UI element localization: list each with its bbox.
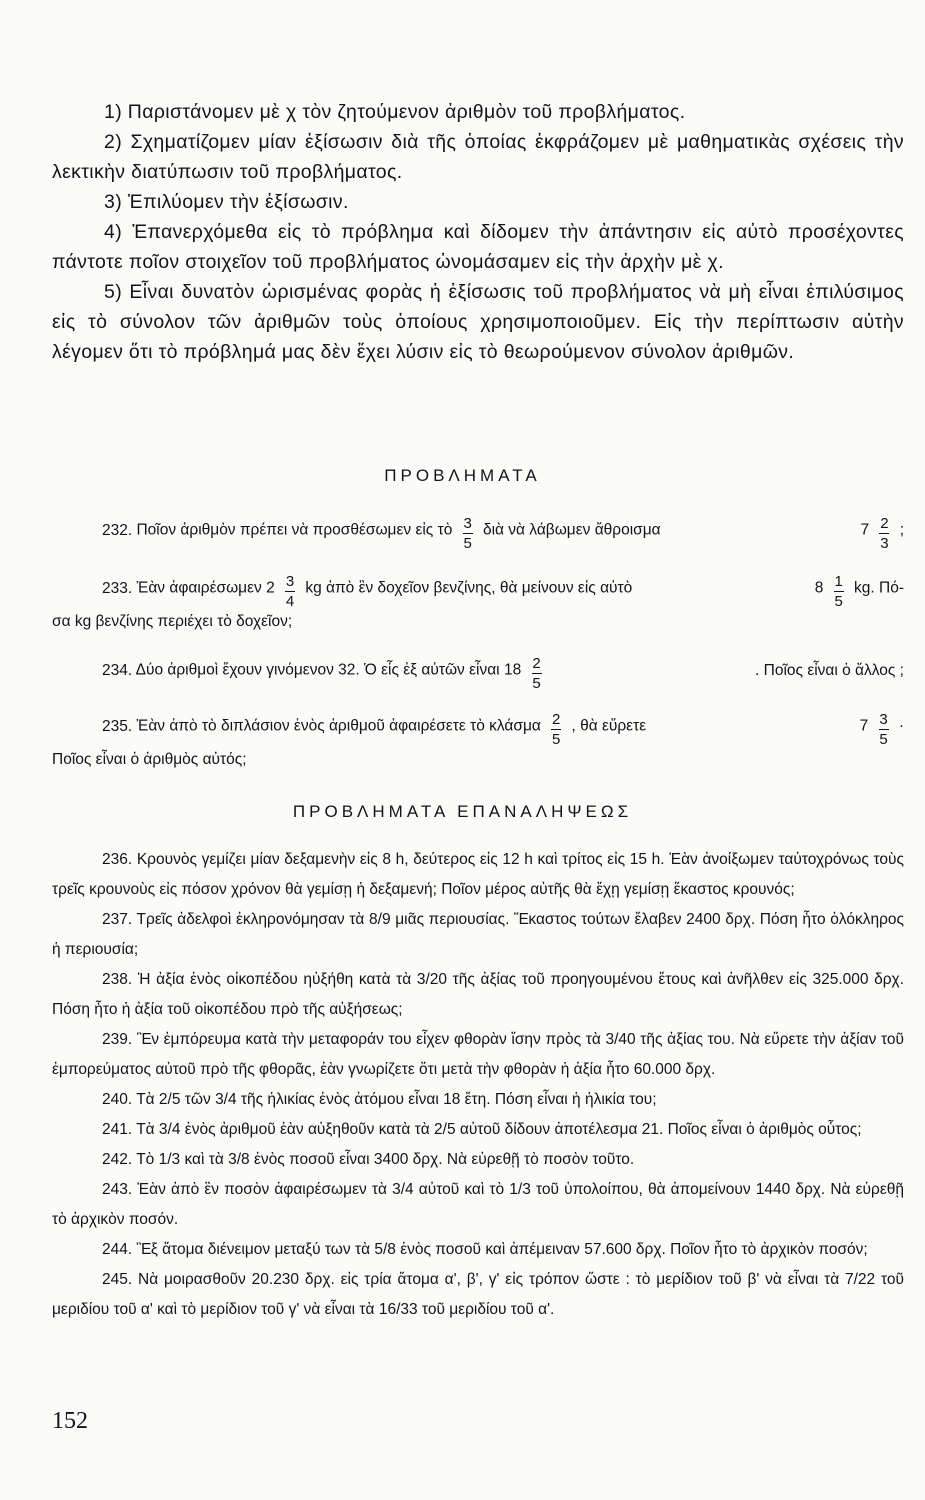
step-3: 3) Ἐπιλύομεν τὴν ἐξίσωσιν. bbox=[104, 191, 349, 213]
whole-number: 2 bbox=[266, 579, 275, 597]
problem-text-line2: Ποῖος εἶναι ὁ ἀριθμὸς αὐτός; bbox=[52, 751, 247, 768]
problem-text: · bbox=[898, 717, 904, 735]
problem-text: Ἐὰν ἀπὸ τὸ διπλάσιον ἑνὸς ἀριθμοῦ ἀφαιρέσετε τὸ κλάσμα bbox=[136, 717, 541, 735]
problem-232 bbox=[52, 512, 904, 552]
section-heading-problems: ΠΡΟΒΛΗΜΑΤΑ bbox=[384, 466, 541, 485]
method-steps bbox=[52, 97, 904, 367]
fraction: $\frac{1}{5}$ bbox=[834, 573, 843, 610]
step-2: 2) Σχηματίζομεν μίαν ἐξίσωσιν διὰ τῆς ὁποίας ἐκφράζομεν μὲ μαθηματικὰς σχέσεις τὴν λεκτικὴν διατύπωσιν τοῦ προβλήματος. bbox=[52, 131, 904, 183]
review-problems bbox=[52, 845, 904, 1325]
problem-number: 234. bbox=[102, 661, 133, 679]
problem-238: 238. Ἡ ἀξία ἑνὸς οἰκοπέδου ηὐξήθη κατὰ τὰ 3/20 τῆς ἀξίας τοῦ προηγουμένου ἔτους καὶ ἀνῆλθεν εἰς 325.000 δρχ. Πόση ἦτο ἡ ἀξία τοῦ οἰκοπέδου πρὸ τῆς αὐξήσεως; bbox=[52, 971, 904, 1018]
problem-text: kg. Πό- bbox=[854, 579, 904, 597]
whole-number: 8 bbox=[814, 579, 824, 597]
fraction: $\frac{2}{3}$ bbox=[880, 515, 889, 552]
problem-text: . Ποῖος εἶναι ὁ ἄλλος ; bbox=[755, 661, 904, 679]
page-number: 152 bbox=[52, 1408, 88, 1434]
problem-243: 243. Ἐὰν ἀπὸ ἓν ποσὸν ἀφαιρέσωμεν τὰ 3/4 αὐτοῦ καὶ τὸ 1/3 τοῦ ὑπολοίπου, θὰ ἀπομείνουν 1440 δρχ. Νὰ εὑρεθῇ τὸ ἀρχικὸν ποσόν. bbox=[52, 1181, 904, 1228]
step-1: 1) Παριστάνομεν μὲ χ τὸν ζητούμενον ἀριθμὸν τοῦ προβλήματος. bbox=[104, 101, 686, 123]
problem-244: 244. Ἓξ ἄτομα διένειμον μεταξύ των τὰ 5/8 ἑνὸς ποσοῦ καὶ ἀπέμειναν 57.600 δρχ. Ποῖον ἦτο τὸ ἀρχικὸν ποσόν; bbox=[102, 1241, 868, 1258]
problem-239: 239. Ἓν ἐμπόρευμα κατὰ τὴν μεταφοράν του εἶχεν φθορὰν ἴσην πρὸς τὰ 3/40 τῆς ἀξίας του. Νὰ εὕρετε τὴν ἀξίαν τοῦ ἐμπορεύματος αὐτοῦ πρὸ τῆς φθορᾶς, ἐὰν γνωρίζετε ὅτι μετὰ τὴν φθορὰν ἡ ἀξία ἦτο 60.000 δρχ. bbox=[52, 1031, 904, 1078]
problem-237: 237. Τρεῖς ἀδελφοὶ ἐκληρονόμησαν τὰ 8/9 μιᾶς περιουσίας. Ἕκαστος τούτων ἔλαβεν 2400 δρχ. Πόση ἦτο ὁλόκληρος ἡ περιουσία; bbox=[52, 911, 904, 958]
step-5: 5) Εἶναι δυνατὸν ὡρισμένας φορὰς ἡ ἐξίσωσις τοῦ προβλήματος νὰ μὴ εἶναι ἐπιλύσιμος εἰς τὸ σύνολον τῶν ἀριθμῶν τοὺς ὁποίους χρησιμοποιοῦμεν. Εἰς τὴν περίπτωσιν αὐτὴν λέγομεν ὅτι τὸ πρόβλημά μας δὲν ἔχει λύσιν εἰς τὸ θεωρούμενον σύνολον ἀριθμῶν. bbox=[52, 281, 904, 363]
fraction: $\frac{3}{4}$ bbox=[285, 573, 295, 610]
problem-text: , θὰ εὕρετε bbox=[571, 717, 647, 735]
problem-text-line2: σα kg βενζίνης περιέχει τὸ δοχεῖον; bbox=[52, 613, 293, 630]
problem-233 bbox=[52, 570, 904, 637]
problem-245: 245. Νὰ μοιρασθοῦν 20.230 δρχ. εἰς τρία ἄτομα α', β', γ' εἰς τρόπον ὥστε : τὸ μερίδιον τοῦ β' νὰ εἶναι τὰ 7/22 τοῦ μεριδίου τοῦ α' καὶ τὸ μερίδιον τοῦ γ' νὰ εἶναι τὰ 16/33 τοῦ μεριδίου τοῦ α'. bbox=[52, 1271, 904, 1318]
problem-text: Δύο ἀριθμοὶ ἔχουν γινόμενον 32. Ὁ εἷς ἐξ αὐτῶν εἶναι bbox=[135, 661, 500, 679]
section-heading-review-problems: ΠΡΟΒΛΗΜΑΤΑ ΕΠΑΝΑΛΗΨΕΩΣ bbox=[292, 802, 633, 821]
fraction: $\frac{3}{5}$ bbox=[463, 515, 472, 552]
whole-number: 18 bbox=[503, 661, 522, 679]
problem-234 bbox=[52, 652, 904, 692]
fraction: $\frac{3}{5}$ bbox=[879, 711, 888, 748]
problem-text: Ποῖον ἀριθμὸν πρέπει νὰ προσθέσωμεν εἰς τὸ bbox=[136, 521, 453, 539]
problem-number: 235. bbox=[102, 717, 133, 735]
whole-number: 7 bbox=[859, 717, 869, 735]
whole-number: 7 bbox=[860, 521, 870, 539]
problem-text: Ἐὰν ἀφαιρέσωμεν bbox=[136, 579, 262, 597]
problem-235 bbox=[52, 708, 904, 775]
problem-number: 233. bbox=[102, 579, 133, 597]
problem-text: kg ἀπὸ ἓν δοχεῖον βενζίνης, θὰ μείνουν εἰς αὐτὸ bbox=[305, 579, 633, 597]
problem-number: 232. bbox=[102, 521, 133, 539]
problem-text: διὰ νὰ λάβωμεν ἄθροισμα bbox=[482, 521, 661, 539]
fraction: $\frac{2}{5}$ bbox=[532, 655, 541, 692]
problem-241: 241. Τὰ 3/4 ἑνὸς ἀριθμοῦ ἐὰν αὐξηθοῦν κατὰ τὰ 2/5 αὐτοῦ δίδουν ἀποτέλεσμα 21. Ποῖος εἶναι ὁ ἀριθμὸς οὗτος; bbox=[102, 1121, 862, 1138]
fraction: $\frac{2}{5}$ bbox=[551, 711, 561, 748]
step-4: 4) Ἐπανερχόμεθα εἰς τὸ πρόβλημα καὶ δίδομεν τὴν ἀπάντησιν εἰς αὐτὸ προσέχοντες πάντοτε ποῖον στοιχεῖον τοῦ προβλήματος ὠνομάσαμεν εἰς τὴν ἀρχὴν μὲ χ. bbox=[52, 221, 904, 273]
problem-242: 242. Τὸ 1/3 καὶ τὰ 3/8 ἑνὸς ποσοῦ εἶναι 3400 δρχ. Νὰ εὑρεθῇ τὸ ποσὸν τοῦτο. bbox=[102, 1151, 635, 1168]
problem-236: 236. Κρουνὸς γεμίζει μίαν δεξαμενὴν εἰς 8 h, δεύτερος εἰς 12 h καὶ τρίτος εἰς 15 h. Ἐὰν ἀνοίξωμεν ταὐτοχρόνως τοὺς τρεῖς κρουνοὺς εἰς πόσον χρόνον θὰ γεμίσῃ ἡ δεξαμενή; Ποῖον μέρος αὐτῆς θὰ ἔχῃ γεμίσῃ ἕκαστος κρουνός; bbox=[52, 851, 904, 898]
problem-text: ; bbox=[899, 521, 904, 539]
problem-240: 240. Τὰ 2/5 τῶν 3/4 τῆς ἡλικίας ἑνὸς ἀτόμου εἶναι 18 ἔτη. Πόση εἶναι ἡ ἡλικία του; bbox=[102, 1091, 657, 1108]
